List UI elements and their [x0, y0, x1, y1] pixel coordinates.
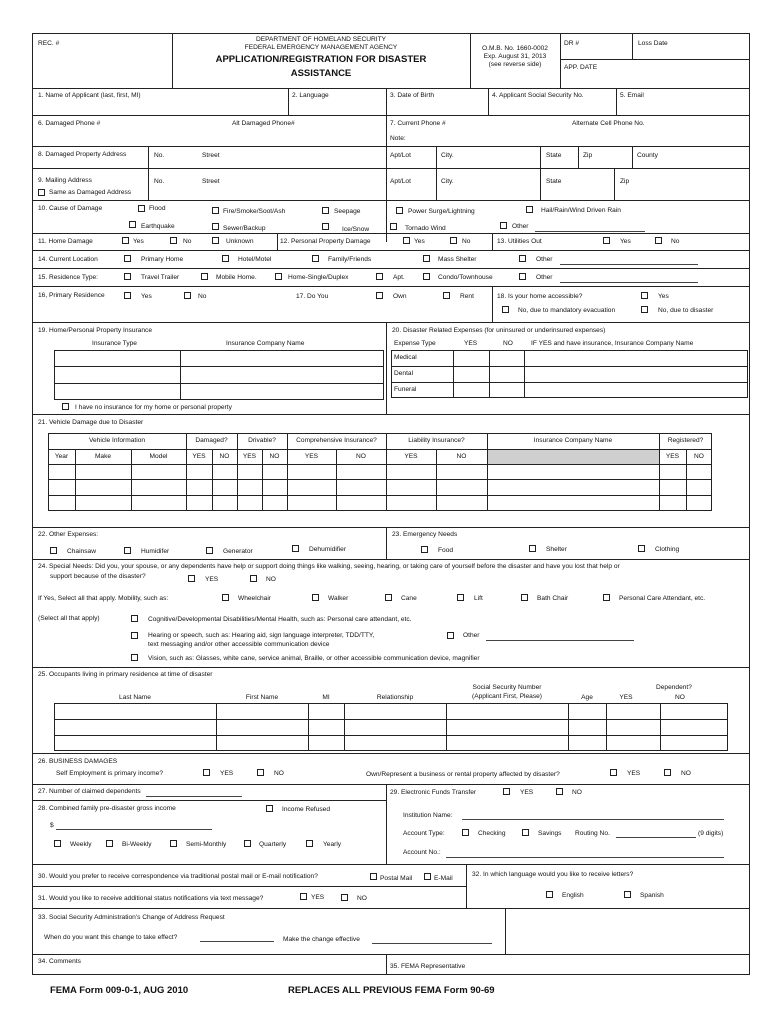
primary-yes-label: Yes: [141, 293, 152, 300]
residence-mobile-checkbox[interactable]: [201, 273, 208, 280]
cause-surge-checkbox[interactable]: [396, 207, 403, 214]
no-insurance-checkbox[interactable]: [62, 403, 69, 410]
english-label: English: [562, 892, 584, 899]
utilities-yes-label: Yes: [620, 238, 631, 245]
cause-earthquake-checkbox[interactable]: [129, 221, 136, 228]
cause-hail-checkbox[interactable]: [526, 206, 533, 213]
checking-label: Checking: [478, 830, 506, 837]
make-header: Make: [94, 453, 112, 460]
cause-fire-label: Fire/Smoke/Soot/Ash: [223, 208, 286, 215]
property-damage-no-checkbox[interactable]: [450, 237, 457, 244]
property-damage-no-label: No: [462, 238, 471, 245]
omb-number: O.M.B. No. 1660-0002: [482, 45, 548, 52]
dependent-yes-header: YES: [619, 694, 633, 701]
eft-no-label: NO: [572, 789, 582, 796]
cause-seepage-label: Seepage: [334, 208, 361, 215]
walker-label: Walker: [328, 595, 349, 602]
vision-label: Vision, such as: Glasses, white cane, service animal, Braille, or other accessible communication device, magnifier: [148, 655, 480, 662]
cause-earthquake-label: Earthquake: [141, 223, 175, 230]
checking-checkbox[interactable]: [462, 829, 469, 836]
agency-name: FEDERAL EMERGENCY MANAGEMENT AGENCY: [244, 44, 398, 51]
address-street-label: Street: [202, 152, 220, 159]
property-damage-yes-checkbox[interactable]: [403, 237, 410, 244]
cause-surge-label: Power Surge/Lightning: [408, 208, 475, 215]
primary-residence-label: 16, Primary Residence: [38, 292, 105, 299]
residence-other-checkbox[interactable]: [519, 273, 526, 280]
residence-single-checkbox[interactable]: [275, 273, 282, 280]
clothing-checkbox[interactable]: [638, 545, 645, 552]
expense-no-header: NO: [503, 340, 513, 347]
wheelchair-checkbox[interactable]: [222, 594, 229, 601]
damaged-address-label: 8. Damaged Property Address: [38, 151, 127, 158]
own-label: Own: [393, 293, 407, 300]
same-address-checkbox[interactable]: [38, 189, 45, 196]
mobility-label: If Yes, Select all that apply. Mobility, such as:: [38, 595, 169, 602]
semimonthly-label: Semi-Monthly: [186, 841, 227, 848]
mailing-address-label: 9. Mailing Address: [38, 177, 92, 184]
alt-damaged-phone-label: Alt Damaged Phone#: [232, 120, 295, 127]
routing-label: Routing No.: [575, 830, 610, 837]
hearing-label-line1: Hearing or speech, such as: Hearing aid, sign language interpreter, TDD/TTY,: [148, 632, 375, 639]
mailing-apt-label: Apt/Lot: [390, 178, 411, 185]
special-needs-line2: support because of the disaster?: [50, 573, 146, 580]
dob-label: 3. Date of Birth: [390, 92, 434, 99]
correspondence-label: 30. Would you prefer to receive correspondence via traditional postal mail or E-mail notification?: [38, 873, 318, 880]
routing-digits-label: (9 digits): [698, 830, 724, 837]
ssn-label: 4. Applicant Social Security No.: [492, 92, 584, 99]
chainsaw-checkbox[interactable]: [50, 547, 57, 554]
occupants-label: 25. Occupants living in primary residence at time of disaster: [38, 671, 213, 678]
form-title-line1: APPLICATION/REGISTRATION FOR DISASTER: [215, 54, 427, 65]
mailing-no-label: No.: [154, 178, 165, 185]
special-needs-line1: 24. Special Needs: Did you, your spouse, or any dependents have help or support doing things like walking, seeing, hearing, or taking care of yourself before the disaster and have you lost that help or: [38, 563, 620, 570]
model-header: Model: [149, 453, 168, 460]
rent-label: Rent: [460, 293, 474, 300]
account-no-label: Account No.:: [403, 849, 441, 856]
income-label: 28. Combined family pre-disaster gross income: [38, 805, 176, 812]
insurance-table: [54, 350, 384, 400]
cause-fire-checkbox[interactable]: [212, 207, 219, 214]
special-yes-checkbox[interactable]: [188, 575, 195, 582]
cause-flood-checkbox[interactable]: [138, 205, 145, 212]
expense-yes-header: YES: [464, 340, 478, 347]
special-other-label: Other: [463, 632, 480, 639]
current-phone-label: 7. Current Phone #: [390, 120, 446, 127]
text-notification-label: 31. Would you like to receive additional status notifications via text message?: [38, 895, 264, 902]
no-insurance-label: I have no insurance for my home or personal property: [75, 404, 232, 411]
location-hotel-label: Hotel/Motel: [238, 256, 272, 263]
mailing-zip-label: Zip: [620, 178, 630, 185]
shelter-label: Shelter: [546, 546, 567, 553]
cause-tornado-checkbox[interactable]: [390, 223, 397, 230]
expense-row: Dental: [394, 370, 414, 377]
vehicle-info-header: Vehicle Information: [88, 437, 146, 444]
form-number: FEMA Form 009-0-1, AUG 2010: [50, 985, 189, 996]
dependent-header: Dependent?: [656, 684, 692, 691]
residence-mobile-label: Mobile Home.: [216, 274, 257, 281]
alt-cell-phone-label: Alternate Cell Phone No.: [572, 120, 645, 127]
accessible-evac-label: No, due to mandatory evacuation: [518, 307, 616, 314]
change-when-label: When do you want this change to take effect?: [44, 934, 178, 941]
special-yes-label: YES: [205, 576, 219, 583]
self-employment-yes-checkbox[interactable]: [203, 769, 210, 776]
pca-checkbox[interactable]: [603, 594, 610, 601]
yes-header: YES: [404, 453, 418, 460]
home-damage-unknown-label: Unknown: [226, 238, 254, 245]
location-family-label: Family/Friends: [328, 256, 372, 263]
hearing-label-line2: text messaging and/or other accessible communication device: [148, 641, 330, 648]
insurance-company-header: Insurance Company Name: [226, 340, 305, 347]
text-no-label: NO: [357, 895, 367, 902]
food-checkbox[interactable]: [421, 546, 428, 553]
home-damage-unknown-checkbox[interactable]: [212, 237, 219, 244]
applicant-name-label: 1. Name of Applicant (last, first, MI): [38, 92, 141, 99]
self-employment-no-checkbox[interactable]: [257, 769, 264, 776]
comprehensive-header: Comprehensive Insurance?: [296, 437, 377, 444]
text-no-checkbox[interactable]: [341, 894, 348, 901]
eft-no-checkbox[interactable]: [556, 788, 563, 795]
spanish-checkbox[interactable]: [624, 891, 631, 898]
residence-trailer-checkbox[interactable]: [124, 273, 131, 280]
residence-trailer-label: Travel Trailer: [141, 274, 180, 281]
eft-yes-checkbox[interactable]: [503, 788, 510, 795]
cause-flood-label: Flood: [149, 205, 166, 212]
eft-yes-label: YES: [520, 789, 534, 796]
home-damage-no-checkbox[interactable]: [170, 237, 177, 244]
self-employment-yes-label: YES: [220, 770, 234, 777]
utilities-no-label: No: [671, 238, 680, 245]
email-pref-label: E-Mail: [434, 875, 453, 882]
own-business-yes-checkbox[interactable]: [610, 769, 617, 776]
business-damages-label: 26. BUSINESS DAMAGES: [38, 758, 118, 765]
change-effective-label: Make the change effective: [283, 936, 360, 943]
expenses-table: [391, 350, 748, 398]
cane-label: Cane: [401, 595, 417, 602]
cause-sewer-checkbox[interactable]: [212, 223, 219, 230]
last-name-header: Last Name: [119, 694, 151, 701]
no-header: NO: [356, 453, 366, 460]
dependents-label: 27. Number of claimed dependents: [38, 788, 141, 795]
cause-ice-checkbox[interactable]: [322, 223, 329, 230]
property-damage-label: 12. Personal Property Damage: [280, 238, 371, 245]
primary-yes-checkbox[interactable]: [124, 292, 131, 299]
residence-condo-checkbox[interactable]: [423, 273, 430, 280]
rec-label: REC. #: [38, 40, 60, 47]
cause-other-checkbox[interactable]: [500, 222, 507, 229]
postal-mail-checkbox[interactable]: [370, 873, 377, 880]
shelter-checkbox[interactable]: [529, 545, 536, 552]
lift-checkbox[interactable]: [457, 594, 464, 601]
ssn-header-line2: (Applicant First, Please): [472, 693, 542, 700]
registered-header: Registered?: [667, 437, 704, 444]
dollar-sign: $: [50, 822, 54, 829]
generator-label: Generator: [223, 548, 253, 555]
ssn-header-line1: Social Security Number: [472, 684, 542, 691]
dependent-no-header: NO: [675, 694, 685, 701]
humidifier-label: Humidifer: [141, 548, 170, 555]
letter-language-label: 32. In which language would you like to receive letters?: [472, 871, 634, 878]
text-yes-label: YES: [311, 894, 325, 901]
address-city-label: City.: [441, 152, 454, 159]
accessible-disaster-label: No, due to disaster: [658, 307, 714, 314]
address-state-label: State: [546, 152, 562, 159]
residence-condo-label: Condo/Townhouse: [438, 274, 493, 281]
rent-checkbox[interactable]: [443, 292, 450, 299]
clothing-label: Clothing: [655, 546, 680, 553]
replaces-note: REPLACES ALL PREVIOUS FEMA Form 90-69: [288, 985, 495, 996]
own-business-no-label: NO: [681, 770, 691, 777]
vehicle-company-header: Insurance Company Name: [533, 437, 613, 444]
home-damage-yes-label: Yes: [133, 238, 144, 245]
cause-hail-label: Hail/Rain/Wind Driven Rain: [541, 207, 621, 214]
dr-label: DR #: [564, 40, 580, 47]
accessible-yes-checkbox[interactable]: [641, 292, 648, 299]
emergency-needs-label: 23. Emergency Needs: [392, 531, 458, 538]
cause-ice-label: Ice/Snow: [342, 226, 370, 233]
savings-label: Savings: [538, 830, 562, 837]
primary-no-checkbox[interactable]: [184, 292, 191, 299]
ssa-change-label: 33. Social Security Administration's Change of Address Request: [38, 914, 225, 921]
institution-label: Institution Name:: [403, 812, 453, 819]
address-apt-label: Apt/Lot: [390, 152, 411, 159]
yes-header: YES: [304, 453, 319, 460]
note-label: Note:: [390, 135, 406, 142]
occupants-table: [54, 703, 728, 751]
location-primary-checkbox[interactable]: [124, 255, 131, 262]
hearing-checkbox[interactable]: [131, 632, 138, 639]
fema-rep-label: 35. FEMA Representative: [390, 963, 466, 970]
no-header: NO: [456, 453, 467, 460]
current-location-label: 14. Current Location: [38, 256, 98, 263]
weekly-label: Weekly: [70, 841, 92, 848]
expense-row: Funeral: [394, 386, 417, 393]
do-you-label: 17. Do You: [296, 293, 329, 300]
bath-chair-label: Bath Chair: [537, 595, 569, 602]
quarterly-checkbox[interactable]: [244, 840, 251, 847]
utilities-no-checkbox[interactable]: [655, 237, 662, 244]
accessible-disaster-checkbox[interactable]: [641, 306, 648, 313]
self-employment-label: Self Employment is primary income?: [56, 770, 164, 777]
cause-sewer-label: Sewer/Backup: [223, 225, 266, 232]
same-address-label: Same as Damaged Address: [49, 189, 132, 196]
select-all-label: (Select all that apply): [38, 615, 100, 622]
insurance-label: 19. Home/Personal Property Insurance: [38, 327, 152, 334]
cause-tornado-label: Tornado Wind: [405, 225, 446, 232]
spanish-label: Spanish: [640, 892, 664, 899]
property-damage-yes-label: Yes: [414, 238, 425, 245]
language-label: 2. Language: [292, 92, 329, 99]
accessible-yes-label: Yes: [658, 293, 669, 300]
cognitive-checkbox[interactable]: [131, 615, 138, 622]
mailing-street-label: Street: [202, 178, 220, 185]
app-date-label: APP. DATE: [564, 64, 598, 71]
special-no-checkbox[interactable]: [250, 575, 257, 582]
address-zip-label: Zip: [583, 152, 593, 159]
location-shelter-checkbox[interactable]: [423, 255, 430, 262]
humidifier-checkbox[interactable]: [124, 547, 131, 554]
dehumidifier-label: Dehumidifier: [309, 546, 347, 553]
relationship-header: Relationship: [376, 694, 414, 701]
residence-type-label: 15. Residence Type:: [38, 274, 98, 281]
quarterly-label: Quarterly: [259, 841, 287, 848]
residence-single-label: Home-Single/Duplex: [288, 274, 349, 281]
expenses-label: 20. Disaster Related Expenses (for uninsured or underinsured expenses): [392, 327, 606, 334]
cognitive-label: Cognitive/Developmental Disabilities/Mental Health, such as: Personal care attendant, etc.: [148, 616, 412, 623]
home-accessible-label: 18. Is your home accessible?: [497, 293, 583, 300]
income-refused-checkbox[interactable]: [266, 805, 273, 812]
residence-other-label: Other: [536, 274, 553, 281]
own-business-no-checkbox[interactable]: [664, 769, 671, 776]
damaged-header: Damaged?: [195, 437, 228, 444]
income-refused-label: Income Refused: [282, 806, 331, 813]
damaged-phone-label: 6. Damaged Phone #: [38, 120, 101, 127]
comments-label: 34. Comments: [38, 958, 81, 965]
dept-name: DEPARTMENT OF HOMELAND SECURITY: [255, 36, 387, 43]
insurance-type-header: Insurance Type: [92, 340, 137, 347]
own-checkbox[interactable]: [376, 292, 383, 299]
english-checkbox[interactable]: [546, 891, 553, 898]
vision-checkbox[interactable]: [131, 654, 138, 661]
utilities-yes-checkbox[interactable]: [603, 237, 610, 244]
eft-label: 29. Electronic Funds Transfer: [390, 789, 477, 796]
self-employment-no-label: NO: [274, 770, 284, 777]
omb-expiry: Exp. August 31, 2013: [483, 53, 547, 60]
own-business-yes-label: YES: [627, 770, 641, 777]
text-yes-checkbox[interactable]: [300, 893, 307, 900]
semimonthly-checkbox[interactable]: [170, 840, 177, 847]
location-other-checkbox[interactable]: [519, 255, 526, 262]
yes-header: YES: [242, 453, 257, 460]
liability-header: Liability Insurance?: [408, 437, 465, 444]
postal-mail-label: Postal Mail: [380, 875, 413, 882]
cause-seepage-checkbox[interactable]: [322, 207, 329, 214]
bath-chair-checkbox[interactable]: [521, 594, 528, 601]
cause-other-label: Other: [512, 223, 529, 230]
lift-label: Lift: [474, 595, 483, 602]
drivable-header: Drivable?: [248, 437, 276, 444]
location-other-label: Other: [536, 256, 553, 263]
pca-label: Personal Care Attendant, etc.: [619, 595, 706, 602]
chainsaw-label: Chainsaw: [67, 548, 96, 555]
location-family-checkbox[interactable]: [312, 255, 319, 262]
mailing-state-label: State: [546, 178, 562, 185]
yearly-label: Yearly: [323, 841, 342, 848]
primary-no-label: No: [198, 293, 207, 300]
location-shelter-label: Mass Shelter: [438, 256, 477, 263]
food-label: Food: [438, 547, 454, 554]
no-header: NO: [269, 453, 280, 460]
no-header: NO: [694, 453, 704, 460]
year-header: Year: [54, 453, 69, 460]
accessible-evac-checkbox[interactable]: [502, 306, 509, 313]
own-business-label: Own/Represent a business or rental property affected by disaster?: [366, 771, 560, 778]
weekly-checkbox[interactable]: [54, 840, 61, 847]
other-expenses-label: 22. Other Expenses:: [38, 531, 99, 538]
yes-header: YES: [192, 453, 206, 460]
home-damage-no-label: No: [183, 238, 192, 245]
mi-header: MI: [322, 694, 330, 701]
biweekly-label: Bi-Weekly: [122, 841, 152, 848]
generator-checkbox[interactable]: [206, 547, 213, 554]
cause-label: 10. Cause of Damage: [38, 205, 103, 212]
location-hotel-checkbox[interactable]: [222, 255, 229, 262]
no-header: NO: [219, 453, 230, 460]
location-primary-label: Primary Home: [141, 256, 184, 263]
yes-header: YES: [665, 453, 680, 460]
home-damage-label: 11. Home Damage: [38, 238, 93, 245]
expense-row: Medical: [394, 354, 417, 361]
yearly-checkbox[interactable]: [306, 840, 313, 847]
special-other-checkbox[interactable]: [447, 632, 454, 639]
walker-checkbox[interactable]: [312, 594, 319, 601]
dehumidifier-checkbox[interactable]: [292, 545, 299, 552]
wheelchair-label: Wheelchair: [238, 595, 271, 602]
expense-company-header: IF YES and have insurance, Insurance Company Name: [531, 340, 694, 347]
email-pref-checkbox[interactable]: [424, 873, 431, 880]
mailing-city-label: City.: [441, 178, 454, 185]
biweekly-checkbox[interactable]: [106, 840, 113, 847]
vehicle-damage-label: 21. Vehicle Damage due to Disaster: [38, 419, 144, 426]
home-damage-yes-checkbox[interactable]: [122, 237, 129, 244]
age-header: Age: [581, 694, 593, 701]
form-title-line2: ASSISTANCE: [290, 68, 352, 79]
expense-type-header: Expense Type: [394, 340, 436, 347]
address-no-label: No.: [154, 152, 165, 159]
account-type-label: Account Type:: [403, 830, 445, 837]
address-county-label: County: [637, 152, 658, 159]
utilities-out-label: 13. Utilities Out: [497, 238, 542, 245]
residence-apt-checkbox[interactable]: [376, 273, 383, 280]
email-label: 5. Email: [620, 92, 644, 99]
special-no-label: NO: [266, 576, 276, 583]
savings-checkbox[interactable]: [522, 829, 529, 836]
loss-date-label: Loss Date: [638, 40, 668, 47]
see-reverse: (see reverse side): [488, 61, 542, 68]
cane-checkbox[interactable]: [385, 594, 392, 601]
first-name-header: First Name: [245, 694, 279, 701]
residence-apt-label: Apt.: [393, 274, 405, 281]
